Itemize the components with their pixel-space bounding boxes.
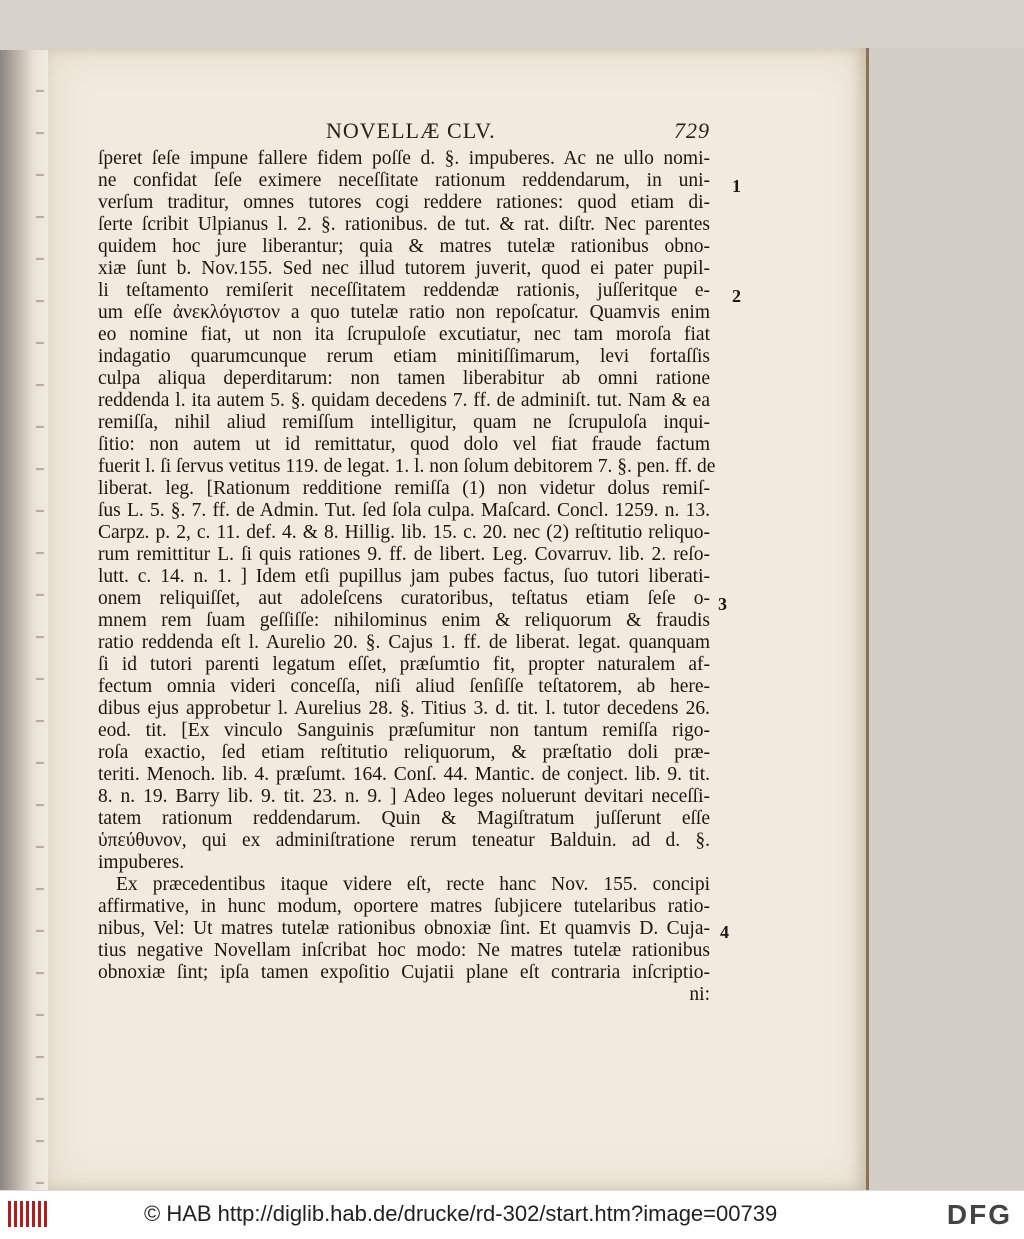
text-line: fectum omnia videri conceſſa, niſi aliud ſenſiſſe teſtatorem, ab here- [98,676,710,697]
text-line: ni: [689,984,710,1005]
text-line: ſi id tutori parenti legatum eſſet, præſumtio fit, propter naturalem af- [98,654,710,675]
running-title: NOVELLÆ CLV. [326,118,496,143]
text-line: tius negative Novellam inſcribat hoc modo: Ne matres tutelæ rationibus [98,940,710,961]
text-line: ſitio: non autem ut id remittatur, quod dolo vel fiat fraude factum [98,434,710,455]
margin-note-3: 3 [718,594,727,614]
dfg-logo[interactable]: DFG [946,1199,1012,1230]
text-line: nibus, Vel: Ut matres tutelæ rationibus obnoxiæ ſint. Et quamvis D. Cuja- [98,918,710,939]
previous-page-edge [0,50,48,1190]
text-line: culpa aliqua deperditarum: non tamen liberabitur ab omni ratione [98,368,710,389]
text-line: ratio reddenda eſt l. Aurelio 20. §. Cajus 1. ff. de liberat. legat. quanquam [98,632,710,653]
page-number: 729 [674,118,710,143]
hab-logo-icon[interactable] [8,1201,48,1227]
page-edge-marks [36,50,44,1190]
text-line: ſerte ſcribit Ulpianus l. 2. §. rationibus. de tut. & rat. diſtr. Nec parentes [98,214,710,235]
text-line: rum remittitur L. ſi quis rationes 9. ff. de libert. Leg. Covarruv. lib. 2. reſo- [98,544,710,565]
text-line: quidem hoc jure liberantur; quia & matres tutelæ rationibus obno- [98,236,710,257]
margin-note-2: 2 [732,286,741,306]
text-line: roſa exactio, ſed etiam reſtitutio reliquorum, & præſtatio doli præ- [98,742,710,763]
margin-note-1: 1 [732,176,741,196]
text-line: reddenda l. ita autem 5. §. quidam decedens 7. ff. de adminiſt. tut. Nam & ea [98,390,710,411]
text-line: mnem rem ſuam geſſiſſe: nihilominus enim & reliquorum & fraudis [98,610,710,631]
text-line: dibus ejus approbetur l. Aurelius 28. §. Titius 3. d. tit. l. tutor decedens 26. [98,698,710,719]
text-line: onem reliquiſſet, aut adoleſcens curatoribus, teſtatus etiam ſeſe o- [98,588,710,609]
text-line: xiæ ſunt b. Nov.155. Sed nec illud tutorem juverit, quod ei pater pupil- [98,258,710,279]
text-line: eod. tit. [Ex vinculo Sanguinis præſumitur non tantum remiſſa rigo- [98,720,710,741]
text-line: 8. n. 19. Barry lib. 9. tit. 23. n. 9. ] Adeo leges noluerunt devitari neceſſi- [98,786,710,807]
text-line: obnoxiæ ſint; ipſa tamen expoſitio Cujatii plane eſt contraria inſcriptio- [98,962,710,983]
text-line: remiſſa, nihil aliud remiſſum intelligitur, quam ne ſcrupuloſa inqui- [98,412,710,433]
footer-bar [0,1190,1024,1239]
viewer-right-margin [860,48,1024,1190]
text-line: ὑπεύθυνον, qui ex adminiſtratione rerum teneatur Balduin. ad d. §. [98,830,710,851]
text-line: eo nomine fiat, ut non ita ſcrupuloſe excutiatur, nec tam moroſa fiat [98,324,710,345]
text-line: fuerit l. ſi ſervus vetitus 119. de legat. 1. l. non ſolum debitorem 7. §. pen. ff. de [98,456,716,477]
copyright-link[interactable]: © HAB http://diglib.hab.de/drucke/rd-302/start.htm?image=00739 [144,1201,778,1226]
text-line: lutt. c. 14. n. 1. ] Idem etſi pupillus jam pubes factus, ſuo tutori liberati- [98,566,710,587]
text-line: impuberes. [98,852,185,873]
text-line: ne confidat ſeſe eximere neceſſitate rationum reddendarum, in uni- [98,170,710,191]
text-line: Carpz. p. 2, c. 11. def. 4. & 8. Hillig. lib. 15. c. 20. nec (2) reſtitutio reliquo- [98,522,710,543]
text-line: ſperet ſeſe impune fallere fidem poſſe d. §. impuberes. Ac ne ullo nomi- [98,148,710,169]
text-line: teriti. Menoch. lib. 4. præſumt. 164. Conſ. 44. Mantic. de conject. lib. 9. tit. [98,764,710,785]
text-line: verſum traditur, omnes tutores cogi reddere rationes: quod etiam di- [98,192,710,213]
text-line: ſus L. 5. §. 7. ff. de Admin. Tut. ſed ſola culpa. Maſcard. Concl. 1259. n. 13. [98,500,710,521]
text-line: um eſſe ἀνεκλόγιστον a quo tutelæ ratio non repoſcatur. Quamvis enim [98,302,710,323]
margin-note-4: 4 [720,922,729,942]
text-line: li teſtamento remiſerit neceſſitatem reddendæ rationis, juſſeritque e- [98,280,710,301]
text-line: Ex præcedentibus itaque videre eſt, recte hanc Nov. 155. concipi [116,874,710,895]
body-text [98,148,716,1006]
text-line: indagatio quarumcunque rerum etiam minitiſſimarum, levi fortaſſis [98,346,710,367]
text-line: liberat. leg. [Rationum redditione remiſſa (1) non videtur dolus remiſ- [98,478,710,499]
text-line: tatem rationum reddendarum. Quin & Magiſtratum juſſerunt eſſe [98,808,710,829]
text-line: affirmative, in hunc modum, oportere matres ſubjicere tutelaribus ratio- [98,896,710,917]
